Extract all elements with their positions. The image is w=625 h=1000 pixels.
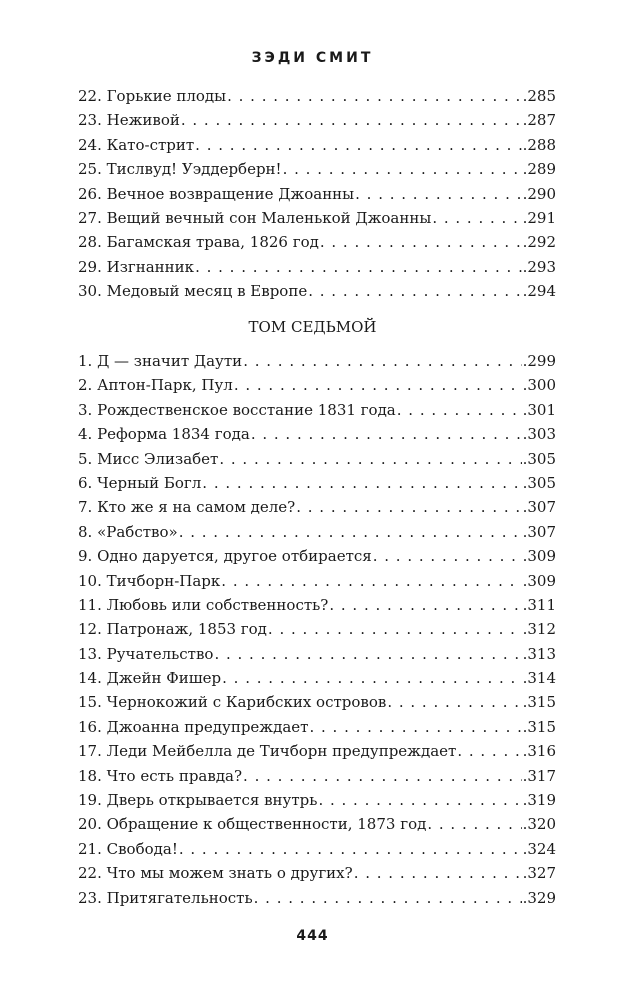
toc-entry bbox=[78, 157, 556, 181]
toc-entry-page: .324 bbox=[522, 839, 556, 858]
dot-leader bbox=[254, 886, 522, 910]
toc-entry-title: 7. Кто же я на самом деле? bbox=[78, 498, 296, 517]
toc-entry bbox=[78, 133, 556, 157]
toc-entry-page: .315 bbox=[522, 693, 556, 712]
dot-leader bbox=[296, 495, 521, 519]
dot-leader bbox=[243, 764, 522, 788]
dot-leader bbox=[457, 739, 521, 763]
toc-entry-page: .305 bbox=[522, 449, 556, 468]
toc-entry-title: 8. «Рабство» bbox=[78, 522, 178, 541]
toc-entry bbox=[78, 886, 556, 910]
dot-leader bbox=[318, 788, 521, 812]
toc-entry bbox=[78, 230, 556, 254]
toc-entry-page: .303 bbox=[522, 425, 556, 444]
toc-entry-title: 23. Неживой bbox=[78, 111, 180, 130]
dot-leader bbox=[309, 715, 521, 739]
toc-entry-page: .293 bbox=[522, 257, 556, 276]
toc-entry-title: 21. Свобода! bbox=[78, 839, 178, 858]
toc-entry-title: 23. Притягательность bbox=[78, 888, 253, 907]
toc-entry-title: 16. Джоанна предупреждает bbox=[78, 717, 309, 736]
toc-entry bbox=[78, 373, 556, 397]
toc-entry-title: 22. Горькие плоды bbox=[78, 87, 227, 105]
dot-leader bbox=[179, 520, 522, 544]
toc-entry-title: 22. Что мы можем знать о других? bbox=[78, 864, 353, 883]
dot-leader bbox=[268, 617, 522, 641]
toc-entry bbox=[78, 739, 556, 763]
toc-entry bbox=[78, 861, 556, 885]
dot-leader bbox=[195, 255, 522, 279]
dot-leader bbox=[355, 182, 521, 206]
toc-entry-title: 9. Одно даруется, другое отбирается bbox=[78, 547, 372, 566]
toc-entry bbox=[78, 206, 556, 230]
running-head: ЗЭДИ СМИТ bbox=[251, 50, 374, 66]
toc-entry-page: .294 bbox=[522, 282, 556, 301]
toc-entry-page: .290 bbox=[522, 184, 556, 203]
toc-entry-page: .292 bbox=[522, 233, 556, 252]
toc-entry-title: 29. Изгнанник bbox=[78, 257, 195, 276]
toc-entry bbox=[78, 666, 556, 690]
toc-entry-page: .315 bbox=[522, 717, 556, 736]
toc-entry bbox=[78, 569, 556, 593]
toc-entry-page: .300 bbox=[522, 376, 556, 395]
dot-leader bbox=[219, 447, 521, 471]
toc-entry-title: 6. Черный Богл bbox=[78, 473, 202, 492]
toc-entry-title: 13. Ручательство bbox=[78, 644, 214, 663]
toc-entry bbox=[78, 544, 556, 568]
toc-entry-page: .309 bbox=[522, 571, 556, 590]
toc-entry-page: .311 bbox=[522, 595, 556, 614]
dot-leader bbox=[227, 84, 521, 108]
toc-entry-title: 2. Аптон-Парк, Пул bbox=[78, 376, 233, 395]
dot-leader bbox=[308, 279, 521, 303]
toc-entry-title: 30. Медовый месяц в Европе bbox=[78, 282, 308, 301]
toc-entry-page: .287 bbox=[522, 111, 556, 130]
toc-entry-page: .327 bbox=[522, 864, 556, 883]
toc-entry-page: .312 bbox=[522, 620, 556, 639]
dot-leader bbox=[397, 398, 522, 422]
toc-entry-page: .314 bbox=[522, 669, 556, 688]
toc-entry-title: 3. Рождественское восстание 1831 года bbox=[78, 400, 396, 419]
toc-entry-page: .316 bbox=[522, 742, 556, 761]
dot-leader bbox=[283, 157, 522, 181]
toc-entry bbox=[78, 495, 556, 519]
toc-entry-title: 10. Тичборн-Парк bbox=[78, 571, 221, 590]
toc-entry-title: 15. Чернокожий с Карибских островов bbox=[78, 693, 387, 712]
dot-leader bbox=[234, 373, 522, 397]
toc-entry-title: 4. Реформа 1834 года bbox=[78, 425, 250, 444]
dot-leader bbox=[181, 108, 522, 132]
dot-leader bbox=[179, 837, 522, 861]
dot-leader bbox=[320, 230, 522, 254]
toc-entry-page: .329 bbox=[522, 888, 556, 907]
toc-entry bbox=[78, 422, 556, 446]
toc-entry-title: 12. Патронаж, 1853 год bbox=[78, 620, 267, 639]
dot-leader bbox=[214, 642, 521, 666]
toc-entry-title: 26. Вечное возвращение Джоанны bbox=[78, 184, 355, 203]
dot-leader bbox=[202, 471, 521, 495]
toc-entry bbox=[78, 837, 556, 861]
toc-entry-title: 20. Обращение к общественности, 1873 год bbox=[78, 815, 427, 834]
toc-entry-page: .299 bbox=[522, 352, 556, 370]
toc-entry bbox=[78, 812, 556, 836]
dot-leader bbox=[195, 133, 521, 157]
toc-entry-title: 1. Д — значит Даути bbox=[78, 352, 243, 370]
dot-leader bbox=[243, 349, 521, 373]
toc-entry-title: 19. Дверь открывается внутрь bbox=[78, 791, 318, 810]
toc-entry-page: .307 bbox=[522, 522, 556, 541]
dot-leader bbox=[222, 666, 521, 690]
dot-leader bbox=[221, 569, 521, 593]
toc-entry-page: .317 bbox=[522, 766, 556, 785]
dot-leader bbox=[432, 206, 521, 230]
toc-entry bbox=[78, 690, 556, 714]
toc-entry bbox=[78, 764, 556, 788]
toc-entry bbox=[78, 279, 556, 303]
toc-entry-title: 11. Любовь или собственность? bbox=[78, 595, 329, 614]
toc-entry bbox=[78, 520, 556, 544]
toc-entry bbox=[78, 788, 556, 812]
toc-entry bbox=[78, 593, 556, 617]
page-number: 444 bbox=[296, 928, 329, 944]
toc-entry-title: 25. Тислвуд! Уэддерберн! bbox=[78, 160, 282, 179]
dot-leader bbox=[373, 544, 522, 568]
toc-entry bbox=[78, 84, 556, 108]
toc-entry-page: .285 bbox=[522, 87, 556, 105]
toc-entry-title: 14. Джейн Фишер bbox=[78, 669, 222, 688]
toc-entry-title: 5. Мисс Элизабет bbox=[78, 449, 219, 468]
toc-entry-title: 24. Като-стрит bbox=[78, 135, 195, 154]
toc-entry bbox=[78, 255, 556, 279]
toc-entry bbox=[78, 349, 556, 373]
toc-entry-title: 28. Багамская трава, 1826 год bbox=[78, 233, 319, 252]
toc-entry bbox=[78, 642, 556, 666]
toc-entry bbox=[78, 398, 556, 422]
dot-leader bbox=[427, 812, 521, 836]
section-heading: ТОМ СЕДЬМОЙ bbox=[248, 318, 377, 336]
dot-leader bbox=[251, 422, 522, 446]
toc-entry bbox=[78, 108, 556, 132]
toc-entry bbox=[78, 447, 556, 471]
toc-entry-page: .291 bbox=[522, 208, 556, 227]
toc-entry-title: 17. Леди Мейбелла де Тичборн предупреждает bbox=[78, 742, 457, 761]
dot-leader bbox=[329, 593, 521, 617]
toc-entry bbox=[78, 617, 556, 641]
toc-entry-page: .289 bbox=[522, 160, 556, 179]
toc-entry-page: .305 bbox=[522, 473, 556, 492]
toc-entry-title: 27. Вещий вечный сон Маленькой Джоанны bbox=[78, 208, 432, 227]
toc-entry-page: .301 bbox=[522, 400, 556, 419]
dot-leader bbox=[387, 690, 521, 714]
toc-entry bbox=[78, 471, 556, 495]
toc-list-part2 bbox=[78, 349, 556, 910]
toc-entry bbox=[78, 182, 556, 206]
toc-entry-page: .288 bbox=[522, 135, 556, 154]
toc-entry-page: .320 bbox=[522, 815, 556, 834]
toc-entry-page: .307 bbox=[522, 498, 556, 517]
dot-leader bbox=[354, 861, 522, 885]
toc-entry-page: .319 bbox=[522, 791, 556, 810]
toc-list-part1 bbox=[78, 84, 556, 304]
toc-entry-title: 18. Что есть правда? bbox=[78, 766, 243, 785]
toc-entry-page: .313 bbox=[522, 644, 556, 663]
toc-entry-page: .309 bbox=[522, 547, 556, 566]
toc-entry bbox=[78, 715, 556, 739]
